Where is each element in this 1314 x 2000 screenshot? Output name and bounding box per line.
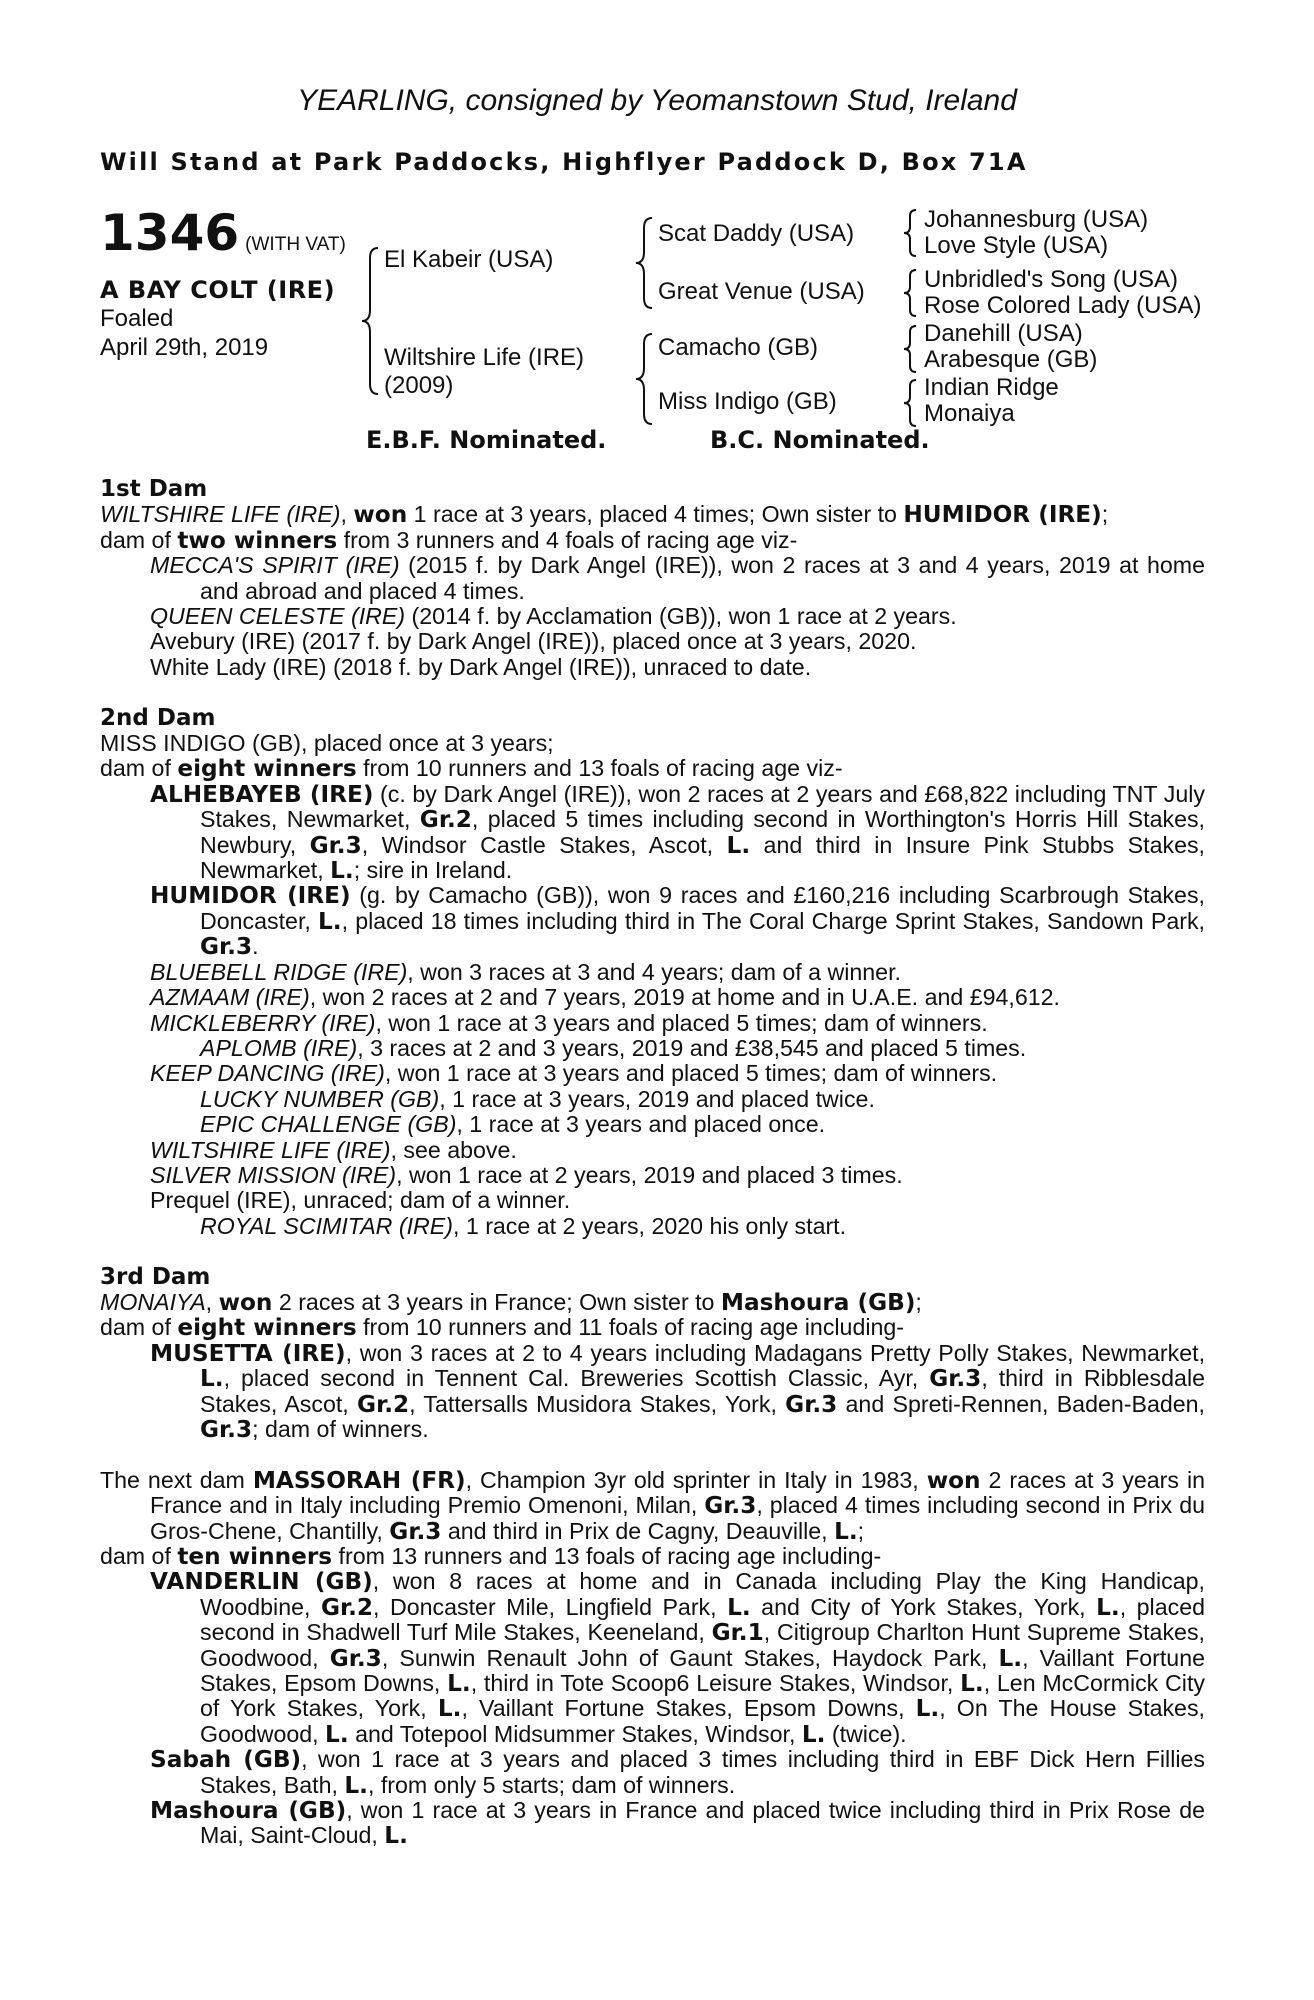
third-dam-heading: 3rd Dam [100,1263,211,1290]
pedigree-g5: Danehill (USA) [924,320,1083,347]
offspring-text: White Lady (IRE) (2018 f. by Dark Angel (IRE)), unraced to date. [150,653,812,680]
offspring-text: Avebury (IRE) (2017 f. by Dark Angel (IRE)), placed once at 3 years, 2020. [150,628,917,655]
bc-nominated: B.C. Nominated. [710,426,930,454]
lot-number: 1346 [100,204,240,262]
pedigree-g3: Unbridled's Song (USA) [924,266,1179,293]
offspring-entry [100,655,1205,680]
pedigree-g8: Monaiya [924,400,1015,427]
pedigree-dam-sire: Camacho (GB) [658,334,819,361]
first-dam-heading: 1st Dam [100,476,208,502]
pedigree-g7: Indian Ridge [924,374,1059,401]
offspring-entry: BLUEBELL RIDGE (IRE), won 3 races at 3 and 4 years; dam of a winner. [150,958,901,985]
offspring-entry-humidor: HUMIDOR (IRE) (g. by Camacho (GB)), won 9 races and £160,216 including Scarbrough Stakes, Doncaster, L., placed 18 times including third in The Coral Charge Sprint Stakes, Sandown Park, Gr.3. [150,882,1205,961]
next-dam-dam-of: dam of ten winners from 13 runners and 13 foals of racing age including- [100,1543,882,1571]
pedigree-sire-sire: Scat Daddy (USA) [658,220,855,247]
first-dam-dam-of [100,528,1205,553]
offspring-name: HUMIDOR (IRE) [150,882,351,910]
offspring-entry: LUCKY NUMBER (GB), 1 race at 3 years, 2019 and placed twice. [200,1085,875,1112]
pedigree-dam-year: (2009) [384,372,454,399]
dam-of-post: from 10 runners and 13 foals of racing age viz- [356,755,843,782]
foaled-date: April 29th, 2019 [100,334,269,361]
pedigree-g6: Arabesque (GB) [924,346,1098,373]
offspring-entry: MICKLEBERRY (IRE), won 1 race at 3 years and placed 5 times; dam of winners. [150,1009,988,1036]
dam-of-post: from 3 runners and 4 foals of racing age viz- [337,526,798,553]
ebf-nominated: E.B.F. Nominated. [366,426,607,454]
dam-of-pre: dam of [100,526,178,553]
offspring-entry: APLOMB (IRE), 3 races at 2 and 3 years, 2019 and £38,545 and placed 5 times. [200,1034,1027,1061]
offspring-entry: Prequel (IRE), unraced; dam of a winner. [150,1187,571,1214]
pedigree-g1: Johannesburg (USA) [924,206,1149,233]
lot-info [100,204,346,362]
dam-of-pre: dam of [100,755,178,782]
offspring-entry-mashoura: Mashoura (GB), won 1 race at 3 years in France and placed twice including third in Prix Rose de Mai, Saint-Cloud, L. [150,1797,1205,1850]
third-dam-dam-of: dam of eight winners from 10 runners and 11 foals of racing age including- [100,1314,905,1342]
dam-of-winners: eight winners [177,755,357,783]
third-dam-intro: MONAIYA, won 2 races at 3 years in France; Own sister to Mashoura (GB); [100,1288,922,1316]
offspring-entry: EPIC CHALLENGE (GB), 1 race at 3 years and placed once. [200,1111,826,1138]
pedigree-g4: Rose Colored Lady (USA) [924,292,1202,319]
offspring-text: (2015 f. by Dark Angel (IRE)), won 2 races at 3 and 4 years, 2019 at home and abroad and placed 4 times. [200,552,1205,604]
offspring-entry-musetta: MUSETTA (IRE), won 3 races at 2 to 4 years including Madagans Pretty Polly Stakes, Newmarket, L., placed second in Tennent Cal. Breweries Scottish Classic, Ayr, Gr.3, third in Ribblesdale Stakes, Ascot, Gr.2, Tattersalls Musidora Stakes, York, Gr.3 and Spreti-Rennen, Baden-Baden, Gr.3; dam of winners. [150,1339,1206,1443]
offspring-name: ALHEBAYEB (IRE) [150,780,374,808]
pedigree-brace-g3 [902,324,918,374]
won-label: won [353,501,408,529]
first-dam-intro: WILTSHIRE LIFE (IRE), won 1 race at 3 years, placed 4 times; Own sister to HUMIDOR (IRE); [100,501,1109,529]
stand-location: Will Stand at Park Paddocks, Highflyer Paddock D, Box 71A [100,148,1028,176]
intro-end: ; [1101,501,1109,528]
pedigree-g2: Love Style (USA) [924,232,1109,259]
offspring-entry-alhebayeb: ALHEBAYEB (IRE) (c. by Dark Angel (IRE)), won 2 races at 2 years and £68,822 including TNT July Stakes, Newmarket, Gr.2, placed 5 times including second in Worthington's Horris Hill Stakes, Newbury, Gr.3, Windsor Castle Stakes, Ascot, L. and third in Insure Pink Stubbs Stakes, Newmarket, L.; sire in Ireland. [150,780,1205,885]
second-dam-heading: 2nd Dam [100,704,216,731]
intro-text: 1 race at 3 years, placed 4 times; Own sister to [407,501,904,528]
offspring-entry [100,629,1205,654]
pedigree-brace-g1 [902,208,918,258]
foaled-label: Foaled [100,305,174,332]
offspring-entry: ROYAL SCIMITAR (IRE), 1 race at 2 years, 2020 his only start. [200,1212,847,1239]
pedigree-brace-main [360,246,380,396]
pedigree-sire: El Kabeir (USA) [384,246,554,273]
consignment-line: YEARLING, consigned by Yeomanstown Stud, Ireland [297,84,1017,117]
second-dam-dam-of [100,756,1205,781]
dam-of-winners: two winners [177,526,338,554]
dam-name: WILTSHIRE LIFE (IRE) [100,501,341,528]
sister-name: HUMIDOR (IRE) [903,501,1102,529]
offspring-entry: AZMAAM (IRE), won 2 races at 2 and 7 years, 2019 at home and in U.A.E. and £94,612. [150,984,1060,1011]
pedigree-brace-g4 [902,378,918,428]
produce-record [100,477,1205,1849]
offspring-name: MECCA'S SPIRIT (IRE) [150,552,400,579]
pedigree-sire-dam: Great Venue (USA) [658,278,865,305]
pedigree-dam: Wiltshire Life (IRE) [384,344,585,371]
vat-note: (WITH VAT) [245,234,346,255]
second-dam-intro: MISS INDIGO (GB), placed once at 3 years; [100,730,554,757]
pedigree-brace-g2 [902,268,918,318]
pedigree-dam-dam: Miss Indigo (GB) [658,388,837,415]
offspring-entry: WILTSHIRE LIFE (IRE), see above. [150,1136,517,1163]
offspring-entry [100,604,1205,629]
next-dam-intro: The next dam MASSORAH (FR), Champion 3yr old sprinter in Italy in 1983, won 2 races at 3 years in France and in Italy including Premio Omenoni, Milan, Gr.3, placed 4 times including second in Prix du Gros-Chene, Chantilly, Gr.3 and third in Prix de Cagny, Deauville, L.; [100,1466,1205,1545]
offspring-entry: SILVER MISSION (IRE), won 1 race at 2 years, 2019 and placed 3 times. [150,1161,903,1188]
offspring-entry [100,553,1205,604]
offspring-entry-sabah: Sabah (GB), won 1 race at 3 years and placed 3 times including third in EBF Dick Hern Fillies Stakes, Bath, L., from only 5 starts; dam of winners. [150,1746,1206,1799]
offspring-entry-vanderlin: VANDERLIN (GB), won 8 races at home and in Canada including Play the King Handicap, Woodbine, Gr.2, Doncaster Mile, Lingfield Park, L. and City of York Stakes, York, L., placed second in Shadwell Turf Mile Stakes, Keeneland, Gr.1, Citigroup Charlton Hunt Supreme Stakes, Goodwood, Gr.3, Sunwin Renault John of Gaunt Stakes, Haydock Park, L., Vaillant Fortune Stakes, Epsom Downs, L., third in Tote Scoop6 Leisure Stakes, Windsor, L., Len McCormick City of York Stakes, York, L., Vaillant Fortune Stakes, Epsom Downs, L., On The House Stakes, Goodwood, L. and Totepool Midsummer Stakes, Windsor, L. (twice). [150,1568,1205,1748]
pedigree-brace-sire [634,216,654,310]
pedigree-brace-dam [634,332,654,426]
offspring-entry: KEEP DANCING (IRE), won 1 race at 3 years and placed 5 times; dam of winners. [150,1060,998,1087]
offspring-name: QUEEN CELESTE (IRE) [150,603,406,630]
offspring-text: (2014 f. by Acclamation (GB)), won 1 race at 2 years. [405,603,957,630]
lot-name: A BAY COLT (IRE) [100,276,336,304]
